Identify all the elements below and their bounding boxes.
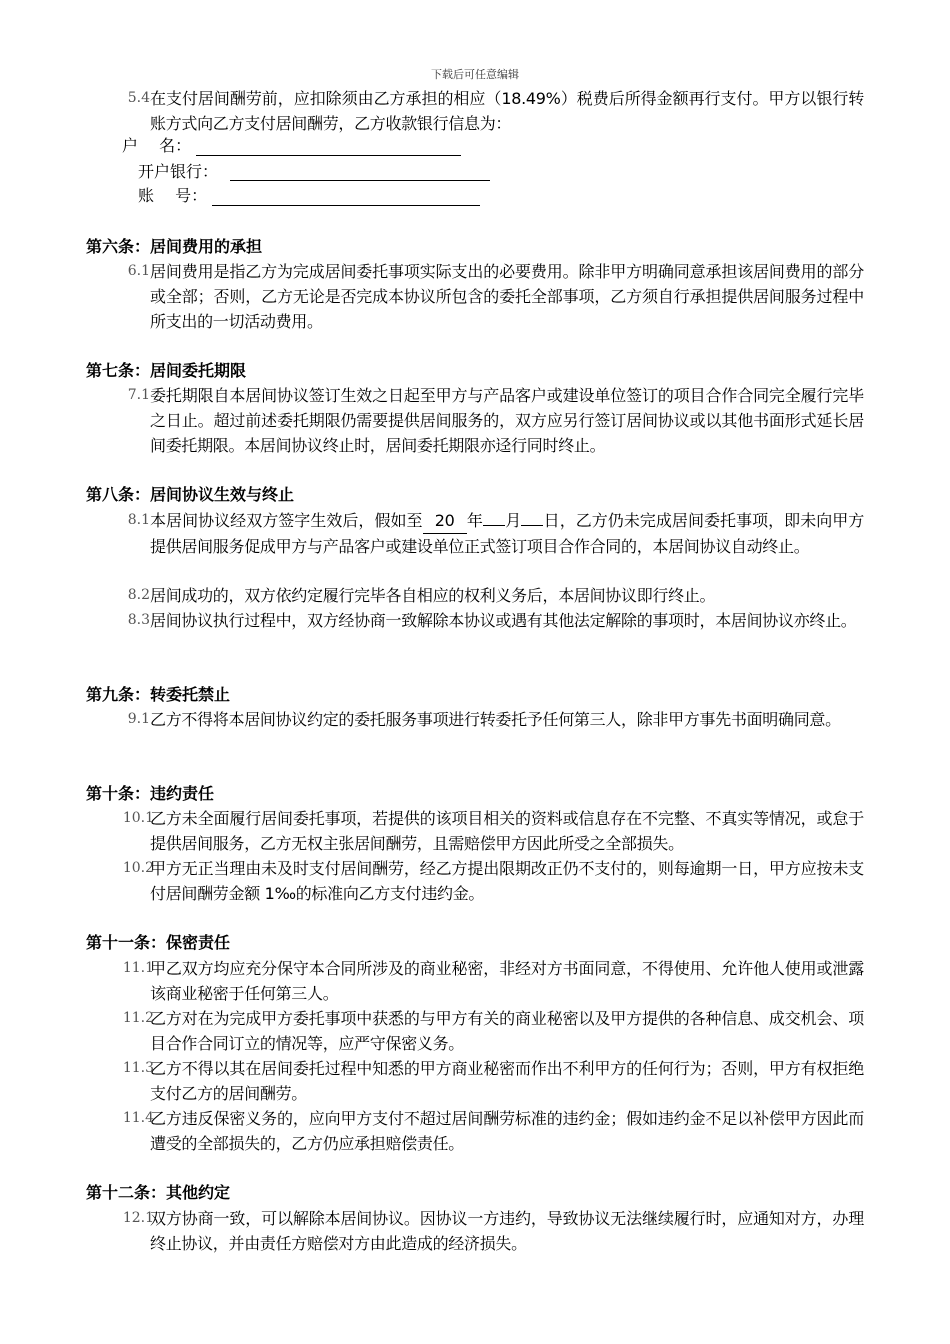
month-label: 月 — [504, 511, 522, 530]
clause-10-1 — [118, 806, 864, 856]
article-12-heading: 第十二条：其他约定 — [86, 1183, 231, 1202]
account-name-label: 户 名： — [122, 136, 192, 155]
article-8-heading: 第八条：居间协议生效与终止 — [86, 485, 295, 504]
clause-text: 甲乙双方均应充分保守本合同所涉及的商业秘密，非经对方书面同意，不得使用、允许他人使用或泄露该商业秘密于任何第三人。 — [150, 959, 864, 1003]
clause-8-3 — [118, 608, 864, 633]
article-7-heading: 第七条：居间委托期限 — [86, 361, 247, 380]
article-9-heading: 第九条：转委托禁止 — [86, 685, 231, 704]
clause-8-1 — [118, 508, 864, 559]
article-10-heading: 第十条：违约责任 — [86, 784, 215, 803]
clause-number: 9.1 — [127, 711, 150, 727]
clause-number: 8.2 — [127, 587, 150, 603]
clause-text: 乙方未全面履行居间委托事项，若提供的该项目相关的资料或信息存在不完整、不真实等情况，或怠于提供居间服务，乙方无权主张居间酬劳，且需赔偿甲方因此所受之全部损失。 — [150, 809, 864, 853]
clause-number: 8.3 — [127, 612, 150, 628]
clause-11-1 — [118, 956, 864, 1006]
year-blank[interactable]: 20 — [423, 508, 467, 534]
clause-text: 乙方对在为完成甲方委托事项中获悉的与甲方有关的商业秘密以及甲方提供的各种信息、成交机会、项目合作合同订立的情况等，应严守保密义务。 — [150, 1009, 864, 1053]
clause-text-part: 日，乙方仍未完成居间委托事项，即未向甲方提供居间服务促成甲方与产品客户或建设单位正式签订项目合作合同的，本居间协议自动终止。 — [150, 511, 864, 556]
account-number-label: 账 号： — [138, 186, 208, 205]
clause-number: 12.1 — [122, 1210, 154, 1226]
clause-number: 11.1 — [122, 960, 154, 976]
clause-number: 5.4 — [127, 90, 150, 106]
clause-text: 居间协议执行过程中，双方经协商一致解除本协议或遇有其他法定解除的事项时，本居间协议亦终止。 — [150, 611, 857, 630]
clause-text: 乙方违反保密义务的，应向甲方支付不超过居间酬劳标准的违约金；假如违约金不足以补偿甲方因此而遭受的全部损失的，乙方仍应承担赔偿责任。 — [150, 1109, 864, 1153]
clause-12-1 — [118, 1206, 864, 1256]
clause-11-4 — [118, 1106, 864, 1156]
clause-number: 6.1 — [127, 263, 150, 279]
clause-11-3 — [118, 1056, 864, 1106]
clause-text: 居间费用是指乙方为完成居间委托事项实际支出的必要费用。除非甲方明确同意承担该居间费用的部分或全部；否则，乙方无论是否完成本协议所包含的委托全部事项，乙方须自行承担提供居间服务过程中所支出的一切活动费用。 — [150, 262, 864, 331]
day-blank[interactable] — [521, 525, 543, 526]
clause-number: 8.1 — [127, 512, 150, 528]
clause-text — [150, 508, 864, 559]
clause-number: 11.3 — [122, 1060, 154, 1076]
clause-number: 7.1 — [127, 387, 150, 403]
clause-7-1 — [118, 383, 864, 458]
year-label: 年 — [466, 511, 483, 530]
clause-8-2 — [118, 583, 864, 608]
account-name-blank[interactable] — [196, 155, 461, 156]
clause-9-1 — [118, 707, 864, 732]
article-11-heading: 第十一条：保密责任 — [86, 933, 231, 952]
month-blank[interactable] — [483, 525, 505, 526]
clause-text: 乙方不得将本居间协议约定的委托服务事项进行转委托予任何第三人，除非甲方事先书面明确同意。 — [150, 710, 841, 729]
clause-text-part: 本居间协议经双方签字生效后，假如至 — [150, 511, 423, 530]
clause-number: 11.4 — [122, 1110, 154, 1126]
clause-text: 居间成功的，双方依约定履行完毕各自相应的权利义务后，本居间协议即行终止。 — [150, 586, 716, 605]
clause-text: 甲方无正当理由未及时支付居间酬劳，经乙方提出限期改正仍不支付的，则每逾期一日，甲方应按未支付居间酬劳金额 1‰的标准向乙方支付违约金。 — [150, 859, 864, 903]
clause-11-2 — [118, 1006, 864, 1056]
clause-5-4 — [118, 86, 864, 136]
clause-6-1 — [118, 259, 864, 334]
clause-number: 10.1 — [122, 810, 154, 826]
account-number-blank[interactable] — [212, 205, 480, 206]
clause-text: 委托期限自本居间协议签订生效之日起至甲方与产品客户或建设单位签订的项目合作合同完全履行完毕之日止。超过前述委托期限仍需要提供居间服务的，双方应另行签订居间协议或以其他书面形式延长居间委托期限。本居间协议终止时，居间委托期限亦迳行同时终止。 — [150, 386, 864, 455]
clause-text: 双方协商一致，可以解除本居间协议。因协议一方违约，导致协议无法继续履行时，应通知对方，办理终止协议，并由责任方赔偿对方由此造成的经济损失。 — [150, 1209, 864, 1253]
page-header: 下载后可任意编辑 — [431, 68, 519, 81]
clause-number: 11.2 — [122, 1010, 154, 1026]
clause-text: 乙方不得以其在居间委托过程中知悉的甲方商业秘密而作出不利甲方的任何行为；否则，甲方有权拒绝支付乙方的居间酬劳。 — [150, 1059, 864, 1103]
clause-number: 10.2 — [122, 860, 154, 876]
article-6-heading: 第六条：居间费用的承担 — [86, 237, 263, 256]
clause-text: 在支付居间酬劳前，应扣除须由乙方承担的相应（18.49%）税费后所得金额再行支付。甲方以银行转账方式向乙方支付居间酬劳，乙方收款银行信息为： — [150, 89, 864, 133]
clause-10-2 — [118, 856, 864, 906]
bank-name-blank[interactable] — [230, 180, 490, 181]
bank-name-label: 开户银行： — [138, 162, 219, 181]
